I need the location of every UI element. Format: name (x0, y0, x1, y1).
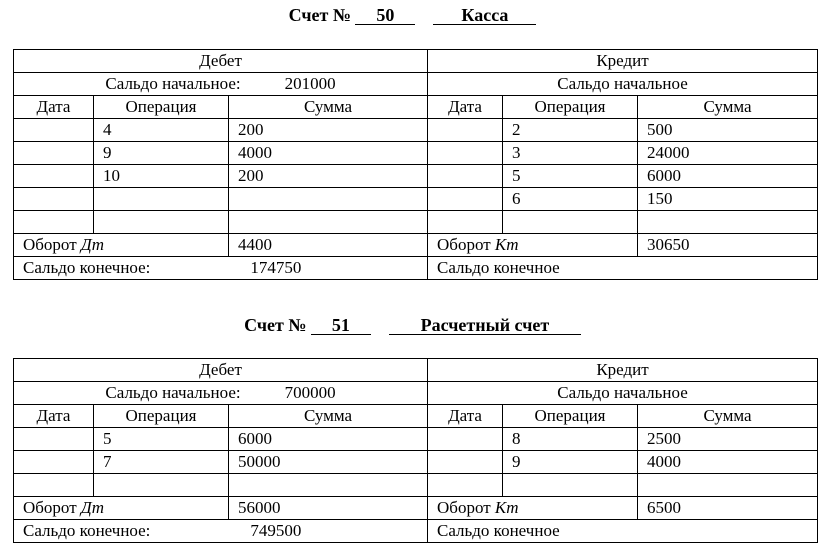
turnover-debit-label (14, 497, 229, 520)
col-sum: Сумма (638, 405, 818, 428)
turnover-row (14, 234, 818, 257)
debit-sum: 200 (229, 165, 428, 188)
col-date: Дата (14, 96, 94, 119)
debit-opening-balance (14, 382, 428, 405)
turnover-credit-value: 30650 (638, 234, 818, 257)
turnover-label: Оборот (437, 235, 495, 254)
col-sum: Сумма (638, 96, 818, 119)
credit-operation: 9 (503, 451, 638, 474)
turnover-dt-abbr: Дт (80, 235, 104, 254)
debit-date (14, 451, 94, 474)
credit-opening-balance: Сальдо начальное (428, 73, 818, 96)
debit-date (14, 188, 94, 211)
debit-date (14, 474, 94, 497)
turnover-credit-label (428, 234, 638, 257)
credit-header: Кредит (428, 50, 818, 73)
account-title (0, 314, 825, 336)
credit-closing-balance: Сальдо конечное (428, 257, 818, 280)
turnover-kt-abbr: Кт (494, 235, 519, 254)
closing-balance-label: Сальдо конечное: (23, 258, 151, 277)
account-name: Касса (433, 6, 536, 25)
debit-sum (229, 474, 428, 497)
table-row (14, 165, 818, 188)
col-date: Дата (428, 96, 503, 119)
col-date: Дата (428, 405, 503, 428)
debit-sum: 4000 (229, 142, 428, 165)
closing-balance-row (14, 257, 818, 280)
credit-sum: 500 (638, 119, 818, 142)
debit-credit-header-row (14, 50, 818, 73)
col-operation: Операция (94, 405, 229, 428)
closing-balance-row (14, 520, 818, 543)
account-title-prefix: Счет № (288, 5, 351, 25)
turnover-credit-label (428, 497, 638, 520)
debit-operation: 10 (94, 165, 229, 188)
credit-date (428, 165, 503, 188)
closing-balance-value: 749500 (250, 521, 302, 540)
account-number: 50 (355, 6, 415, 25)
credit-operation: 8 (503, 428, 638, 451)
debit-operation (94, 188, 229, 211)
turnover-debit-value: 56000 (229, 497, 428, 520)
debit-header: Дебет (14, 50, 428, 73)
turnover-debit-value: 4400 (229, 234, 428, 257)
credit-date (428, 188, 503, 211)
turnover-row (14, 497, 818, 520)
account-title (0, 4, 825, 26)
turnover-label: Оборот (23, 498, 81, 517)
debit-credit-header-row (14, 359, 818, 382)
column-header-row (14, 405, 818, 428)
credit-operation: 5 (503, 165, 638, 188)
t-account-table (13, 49, 818, 280)
debit-date (14, 165, 94, 188)
account-title-prefix: Счет № (244, 315, 307, 335)
turnover-kt-abbr: Кт (494, 498, 519, 517)
debit-date (14, 142, 94, 165)
debit-operation: 5 (94, 428, 229, 451)
credit-sum: 6000 (638, 165, 818, 188)
credit-date (428, 451, 503, 474)
turnover-credit-value: 6500 (638, 497, 818, 520)
account-name: Расчетный счет (389, 316, 581, 335)
closing-balance-label: Сальдо конечное: (23, 521, 151, 540)
debit-sum (229, 188, 428, 211)
debit-date (14, 428, 94, 451)
column-header-row (14, 96, 818, 119)
col-operation: Операция (94, 96, 229, 119)
credit-date (428, 119, 503, 142)
debit-operation (94, 211, 229, 234)
debit-header: Дебет (14, 359, 428, 382)
credit-date (428, 211, 503, 234)
credit-sum (638, 211, 818, 234)
opening-balance-value: 700000 (284, 383, 336, 402)
credit-operation: 3 (503, 142, 638, 165)
debit-operation: 9 (94, 142, 229, 165)
debit-date (14, 211, 94, 234)
credit-date (428, 474, 503, 497)
col-operation: Операция (503, 405, 638, 428)
credit-sum: 4000 (638, 451, 818, 474)
opening-balance-label: Сальдо начальное: (105, 74, 241, 93)
col-operation: Операция (503, 96, 638, 119)
debit-closing-balance (14, 257, 428, 280)
credit-operation: 6 (503, 188, 638, 211)
table-row (14, 451, 818, 474)
debit-closing-balance (14, 520, 428, 543)
col-sum: Сумма (229, 405, 428, 428)
col-sum: Сумма (229, 96, 428, 119)
debit-operation: 4 (94, 119, 229, 142)
credit-header: Кредит (428, 359, 818, 382)
table-row (14, 142, 818, 165)
closing-balance-value: 174750 (250, 258, 302, 277)
credit-sum: 2500 (638, 428, 818, 451)
credit-sum: 150 (638, 188, 818, 211)
turnover-label: Оборот (437, 498, 495, 517)
debit-date (14, 119, 94, 142)
debit-sum: 6000 (229, 428, 428, 451)
credit-sum (638, 474, 818, 497)
table-row (14, 119, 818, 142)
credit-closing-balance: Сальдо конечное (428, 520, 818, 543)
table-row (14, 428, 818, 451)
opening-balance-value: 201000 (284, 74, 336, 93)
credit-sum: 24000 (638, 142, 818, 165)
account-number: 51 (311, 316, 371, 335)
debit-sum (229, 211, 428, 234)
debit-sum: 200 (229, 119, 428, 142)
credit-date (428, 142, 503, 165)
debit-sum: 50000 (229, 451, 428, 474)
table-row (14, 211, 818, 234)
credit-date (428, 428, 503, 451)
turnover-dt-abbr: Дт (80, 498, 104, 517)
opening-balance-row (14, 382, 818, 405)
credit-operation (503, 474, 638, 497)
credit-operation (503, 211, 638, 234)
table-row (14, 188, 818, 211)
table-row (14, 474, 818, 497)
debit-opening-balance (14, 73, 428, 96)
opening-balance-label: Сальдо начальное: (105, 383, 241, 402)
credit-operation: 2 (503, 119, 638, 142)
debit-operation: 7 (94, 451, 229, 474)
turnover-label: Оборот (23, 235, 81, 254)
col-date: Дата (14, 405, 94, 428)
turnover-debit-label (14, 234, 229, 257)
credit-opening-balance: Сальдо начальное (428, 382, 818, 405)
opening-balance-row (14, 73, 818, 96)
debit-operation (94, 474, 229, 497)
t-account-table (13, 358, 818, 543)
